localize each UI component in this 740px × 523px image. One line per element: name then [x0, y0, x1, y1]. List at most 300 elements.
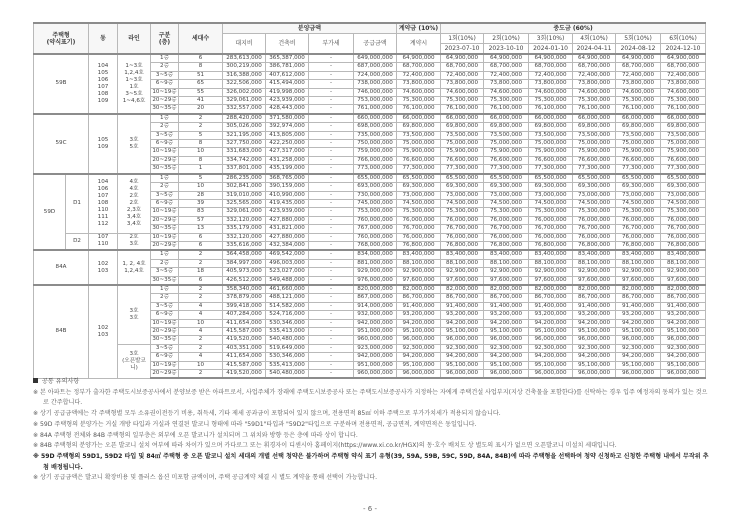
land-price-cell: 335,616,000 — [223, 241, 266, 250]
units-cell: 4 — [179, 302, 223, 310]
installment-cell: 96,000,000 — [573, 336, 616, 344]
building-price-cell: 427,317,000 — [266, 148, 309, 156]
table-row — [34, 233, 706, 241]
deposit-cell: 66,000,000 — [397, 114, 441, 123]
units-cell: 2 — [179, 285, 223, 294]
installment-cell: 69,300,000 — [484, 183, 529, 191]
building-price-cell: 461,660,000 — [266, 285, 309, 294]
installment-cell: 69,300,000 — [441, 183, 484, 191]
installment-cell: 76,100,000 — [661, 105, 706, 114]
installment-cell: 73,500,000 — [484, 131, 529, 139]
installment-cell: 69,800,000 — [573, 123, 616, 131]
installment-cell: 76,700,000 — [441, 225, 484, 233]
deposit-cell: 96,000,000 — [397, 370, 441, 379]
supply-price-cell: 745,000,000 — [354, 199, 397, 207]
building-price-cell: 413,805,000 — [266, 131, 309, 139]
deposit-cell: 82,000,000 — [397, 285, 441, 294]
installment-cell: 96,000,000 — [484, 336, 529, 344]
units-cell: 2 — [179, 250, 223, 259]
building-price-cell: 549,488,000 — [266, 276, 309, 285]
installment-cell: 72,400,000 — [529, 71, 573, 79]
supply-price-cell: 753,000,000 — [354, 208, 397, 216]
floor-cell: 2층 — [151, 183, 179, 191]
common-notes — [33, 377, 713, 484]
supply-price-cell: 730,000,000 — [354, 191, 397, 199]
note-item: ※ 상기 공급금액에는 각 주택형별 모두 소유권이전등기 비용, 취득세, 기타 제세 공과금이 포함되어 있지 않으며, 전용면적 85㎡ 이하 주택으로 부가가치세가 적용되지 않습니다. — [33, 410, 501, 418]
building-price-cell: 523,027,000 — [266, 268, 309, 276]
installment-cell: 74,500,000 — [616, 199, 661, 207]
installment-cell: 72,400,000 — [441, 71, 484, 79]
vat-cell: - — [309, 71, 354, 79]
installment-cell: 92,300,000 — [529, 344, 573, 352]
units-cell: 13 — [179, 225, 223, 233]
floor-cell: 30~35층 — [151, 105, 179, 114]
units-cell: 39 — [179, 199, 223, 207]
installment-cell: 72,400,000 — [661, 71, 706, 79]
installment-cell: 96,000,000 — [616, 370, 661, 379]
vat-cell: - — [309, 285, 354, 294]
header-deposit: 계약금 (10%) — [397, 23, 441, 34]
installment-cell: 94,200,000 — [529, 319, 573, 327]
installment-cell: 92,900,000 — [484, 268, 529, 276]
installment-cell: 65,500,000 — [484, 174, 529, 183]
building-price-cell: 423,939,000 — [266, 208, 309, 216]
installment-cell: 77,300,000 — [529, 165, 573, 174]
supply-price-cell: 942,000,000 — [354, 319, 397, 327]
installment-cell: 73,500,000 — [573, 131, 616, 139]
note-item: ※ 59D 주택형의 분양가는 거실 개방 타입과 거실과 연결된 발코니 형태에 따라 "59D1"타입과 "59D2"타입으로 구분하며 전용면적, 공급면적, 계약면적은 동일입니다. — [33, 420, 477, 428]
installment-cell: 66,000,000 — [616, 114, 661, 123]
installment-cell: 75,300,000 — [484, 208, 529, 216]
installment-cell: 73,800,000 — [529, 80, 573, 88]
deposit-cell: 77,300,000 — [397, 165, 441, 174]
vat-cell: - — [309, 105, 354, 114]
installment-cell: 69,300,000 — [573, 183, 616, 191]
installment-cell: 95,100,000 — [573, 361, 616, 369]
note-item: ※ 84B 주택형의 분양가는 오픈 발코니 설치 여부에 따라 차이가 있으며 카다로그 또는 휘경자이 디센시아 홈페이지(https://www.xi.co.kr/HGX)의 동·호수 배치도 상 별도의 표시가 없으면 오픈발코니 미설치 세대입니다. — [33, 442, 617, 450]
installment-cell: 75,900,000 — [616, 148, 661, 156]
deposit-cell: 83,400,000 — [397, 250, 441, 259]
installment-cell: 77,300,000 — [573, 165, 616, 174]
supply-price-cell: 923,000,000 — [354, 344, 397, 352]
installment-cell: 76,000,000 — [529, 216, 573, 224]
installment-cell: 75,300,000 — [484, 97, 529, 105]
land-price-cell: 411,654,000 — [223, 353, 266, 361]
vat-cell: - — [309, 370, 354, 379]
units-cell: 83 — [179, 208, 223, 216]
installment-cell: 96,000,000 — [529, 336, 573, 344]
installment-cell: 92,900,000 — [616, 268, 661, 276]
land-price-cell: 327,750,000 — [223, 140, 266, 148]
installment-cell: 95,100,000 — [484, 328, 529, 336]
installment-cell: 76,100,000 — [573, 105, 616, 114]
installment-cell: 64,900,000 — [529, 54, 573, 63]
supply-price-cell: 724,000,000 — [354, 71, 397, 79]
dong-cell: 104 106 107 108 110 111 112 — [89, 174, 118, 233]
units-cell: 10 — [179, 148, 223, 156]
header-line: 라인 — [118, 23, 151, 54]
header-row-1 — [34, 23, 706, 34]
floor-cell: 6~9층 — [151, 140, 179, 148]
installment-cell: 74,600,000 — [661, 88, 706, 96]
deposit-cell: 64,900,000 — [397, 54, 441, 63]
installment-cell: 82,000,000 — [616, 285, 661, 294]
units-cell: 2 — [179, 336, 223, 344]
supply-price-cell: 738,000,000 — [354, 80, 397, 88]
installment-cell: 66,000,000 — [441, 114, 484, 123]
installment-cell: 69,800,000 — [616, 123, 661, 131]
supply-price-cell: 976,000,000 — [354, 276, 397, 285]
installment-cell: 95,100,000 — [616, 361, 661, 369]
vat-cell: - — [309, 131, 354, 139]
vat-cell: - — [309, 199, 354, 207]
building-price-cell: 535,413,000 — [266, 328, 309, 336]
installment-cell: 91,400,000 — [661, 302, 706, 310]
installment-cell: 96,000,000 — [529, 370, 573, 379]
type-cell: 59B — [34, 54, 89, 114]
installment-cell: 88,100,000 — [529, 259, 573, 267]
installment-cell: 69,800,000 — [441, 123, 484, 131]
installment-cell: 92,900,000 — [661, 268, 706, 276]
vat-cell: - — [309, 123, 354, 131]
installment-cell: 76,000,000 — [484, 216, 529, 224]
table-row — [34, 114, 706, 123]
units-cell: 4 — [179, 353, 223, 361]
units-cell: 5 — [179, 131, 223, 139]
units-cell: 5 — [179, 174, 223, 183]
installment-cell: 83,400,000 — [441, 250, 484, 259]
building-price-cell: 386,781,000 — [266, 63, 309, 71]
floor-cell: 10~19층 — [152, 88, 177, 95]
units-cell: 2 — [179, 294, 223, 302]
installment-cell: 92,300,000 — [616, 344, 661, 352]
installment-cell: 75,000,000 — [441, 140, 484, 148]
installment-cell: 75,300,000 — [616, 97, 661, 105]
land-price-cell: 331,683,000 — [223, 148, 266, 156]
supply-price-cell: 960,000,000 — [354, 336, 397, 344]
table-row — [34, 344, 706, 352]
installment-cell: 88,100,000 — [616, 259, 661, 267]
installment-cell: 73,000,000 — [573, 191, 616, 199]
floor-cell: 10~19층 — [152, 148, 177, 155]
dong-cell: 107 110 — [89, 233, 118, 250]
note-item: ※ 59D 주택형의 59D1, 59D2 타입 및 84㎡ 주택형 중 오픈 발코니 설치 세대의 개별 선택 청약은 불가하며 주택형 약식 표기 유형(39, 59A, 59B, 59C, 59D, 84A, 84B)에 따라 주택형을 선택하여 청약 신청하고 신청한 주택형 내에서 무작위 추첨 배정됩니다. — [33, 452, 709, 471]
deposit-cell: 94,200,000 — [397, 353, 441, 361]
vat-cell: - — [309, 353, 354, 361]
land-price-cell: 415,587,000 — [223, 361, 266, 369]
table-row — [34, 250, 706, 259]
installment-cell: 94,200,000 — [529, 353, 573, 361]
supply-price-cell: 942,000,000 — [354, 353, 397, 361]
installment-cell: 73,000,000 — [484, 191, 529, 199]
deposit-cell: 75,000,000 — [397, 140, 441, 148]
floor-cell: 30~35층 — [151, 276, 179, 285]
deposit-cell: 76,600,000 — [397, 156, 441, 164]
header-installment-date-2: 2023-10-10 — [484, 44, 529, 55]
header-installment-5: 5회(10%) — [616, 34, 661, 44]
deposit-cell: 72,400,000 — [397, 71, 441, 79]
installment-cell: 75,300,000 — [661, 208, 706, 216]
installment-cell: 68,700,000 — [441, 63, 484, 71]
units-cell: 2 — [179, 370, 223, 379]
installment-cell: 65,500,000 — [573, 174, 616, 183]
installment-cell: 94,200,000 — [661, 353, 706, 361]
installment-cell: 94,200,000 — [484, 353, 529, 361]
vat-cell: - — [309, 328, 354, 336]
vat-cell: - — [309, 88, 354, 96]
land-price-cell: 419,520,000 — [223, 336, 266, 344]
installment-cell: 91,400,000 — [616, 302, 661, 310]
dong-cell: 102 103 — [89, 250, 118, 285]
installment-cell: 76,800,000 — [573, 241, 616, 250]
installment-cell: 64,900,000 — [484, 54, 529, 63]
floor-cell: 20~29층 — [152, 156, 177, 163]
line-cell: 1~3호 1,2,4호 1~3호 1호 3~5호 1~4,6호 — [118, 54, 151, 114]
note-item: ※ 84A 주택형 전체와 84B 주택형의 일부층은 외부에 오픈 발코니가 설치되며 그 위치와 방향 등은 층에 따라 상이 합니다. — [33, 431, 358, 439]
installment-cell: 94,200,000 — [573, 319, 616, 327]
land-price-cell: 358,340,000 — [223, 285, 266, 294]
supply-price-cell: 759,000,000 — [354, 148, 397, 156]
land-price-cell: 319,010,000 — [223, 191, 266, 199]
installment-cell: 95,100,000 — [616, 328, 661, 336]
table-row — [34, 54, 706, 63]
installment-cell: 74,500,000 — [484, 199, 529, 207]
installment-cell: 97,600,000 — [661, 276, 706, 285]
installment-cell: 76,600,000 — [661, 156, 706, 164]
supply-price-cell: 750,000,000 — [354, 140, 397, 148]
header-installment-date-3: 2024-01-10 — [529, 44, 573, 55]
deposit-cell: 74,500,000 — [397, 199, 441, 207]
units-cell: 55 — [179, 88, 223, 96]
installment-cell: 92,300,000 — [661, 344, 706, 352]
supply-price-cell: 932,000,000 — [354, 311, 397, 319]
vat-cell: - — [309, 311, 354, 319]
building-price-cell: 496,003,000 — [266, 259, 309, 267]
land-price-cell: 322,506,000 — [223, 80, 266, 88]
installment-cell: 82,000,000 — [529, 285, 573, 294]
vat-cell: - — [309, 336, 354, 344]
floor-cell: 10~19층 — [152, 233, 177, 240]
vat-cell: - — [309, 216, 354, 224]
installment-cell: 82,000,000 — [441, 285, 484, 294]
vat-cell: - — [309, 344, 354, 352]
land-price-cell: 321,195,000 — [223, 131, 266, 139]
vat-cell: - — [309, 250, 354, 259]
units-cell: 2 — [179, 123, 223, 131]
type-cell: 84B — [34, 285, 89, 378]
floor-cell: 3~5층 — [151, 268, 179, 276]
building-price-cell: 540,480,000 — [266, 370, 309, 379]
line-cell: 3호 (오픈발코 니) — [118, 344, 151, 378]
installment-cell: 76,000,000 — [441, 233, 484, 241]
installment-cell: 82,000,000 — [573, 285, 616, 294]
land-price-cell: 419,520,000 — [223, 370, 266, 379]
deposit-cell: 88,100,000 — [397, 259, 441, 267]
installment-cell: 77,300,000 — [484, 165, 529, 174]
installment-cell: 69,800,000 — [484, 123, 529, 131]
installment-cell: 83,400,000 — [661, 250, 706, 259]
vat-cell: - — [309, 183, 354, 191]
floor-cell: 10~19층 — [152, 361, 177, 368]
land-price-cell: 426,512,000 — [223, 276, 266, 285]
square-bullet-icon — [33, 378, 38, 383]
installment-cell: 66,000,000 — [484, 114, 529, 123]
installment-cell: 83,400,000 — [573, 250, 616, 259]
installment-cell: 74,600,000 — [529, 88, 573, 96]
installment-cell: 65,500,000 — [661, 174, 706, 183]
vat-cell: - — [309, 54, 354, 63]
supply-price-cell: 693,000,000 — [354, 183, 397, 191]
installment-cell: 96,000,000 — [484, 370, 529, 379]
note-item: ※ 본 아파트는 정부가 출자한 주택도시보증공사에서 분양보증 받은 아파트로서, 사업주체가 장래에 주택도시보증공사 또는 주택도시보증공사가 지정하는 자에게 주택건설 사업부지(지상 건축물을 포함한다)를 신탁하는 경우 입주 예정자의 동의가 있는 것으로 간주합니다. — [33, 388, 708, 407]
building-price-cell: 469,542,000 — [266, 250, 309, 259]
deposit-cell: 75,300,000 — [397, 208, 441, 216]
vat-cell: - — [309, 156, 354, 164]
type-cell: 84A — [34, 250, 89, 285]
building-price-cell: 431,821,000 — [266, 225, 309, 233]
land-price-cell: 407,284,000 — [223, 311, 266, 319]
land-price-cell: 384,997,000 — [223, 259, 266, 267]
building-price-cell: 415,494,000 — [266, 80, 309, 88]
vat-cell: - — [309, 294, 354, 302]
installment-cell: 75,300,000 — [529, 208, 573, 216]
installment-cell: 96,000,000 — [441, 370, 484, 379]
installment-cell: 76,700,000 — [529, 225, 573, 233]
vat-cell: - — [309, 80, 354, 88]
deposit-cell: 73,800,000 — [397, 80, 441, 88]
vat-cell: - — [309, 114, 354, 123]
land-price-cell: 316,388,000 — [223, 71, 266, 79]
installment-cell: 76,600,000 — [616, 156, 661, 164]
supply-price-cell: 914,000,000 — [354, 302, 397, 310]
installment-cell: 69,300,000 — [616, 183, 661, 191]
installment-cell: 96,000,000 — [661, 336, 706, 344]
building-price-cell: 407,612,000 — [266, 71, 309, 79]
installment-cell: 74,500,000 — [573, 199, 616, 207]
deposit-cell: 76,700,000 — [397, 225, 441, 233]
header-installment-date-5: 2024-08-12 — [616, 44, 661, 55]
installment-cell: 76,700,000 — [616, 225, 661, 233]
installment-cell: 72,400,000 — [484, 71, 529, 79]
installment-cell: 93,200,000 — [484, 311, 529, 319]
installment-cell: 82,000,000 — [661, 285, 706, 294]
installment-cell: 76,100,000 — [529, 105, 573, 114]
installment-cell: 97,600,000 — [529, 276, 573, 285]
building-price-cell: 435,199,000 — [266, 165, 309, 174]
supply-price-table — [33, 22, 706, 379]
installment-cell: 65,500,000 — [441, 174, 484, 183]
units-cell: 6 — [179, 276, 223, 285]
installment-cell: 97,600,000 — [616, 276, 661, 285]
dong-cell: 105 109 — [89, 114, 118, 174]
installment-cell: 88,100,000 — [573, 259, 616, 267]
installment-cell: 88,100,000 — [661, 259, 706, 267]
building-price-cell: 427,880,000 — [266, 216, 309, 224]
installment-cell: 91,400,000 — [484, 302, 529, 310]
installment-cell: 86,700,000 — [484, 294, 529, 302]
installment-cell: 76,100,000 — [616, 105, 661, 114]
header-land: 대지비 — [223, 34, 266, 55]
line-cell: 1, 2, 4호 1,2,4호 — [118, 250, 151, 285]
installment-cell: 95,100,000 — [661, 328, 706, 336]
supply-price-cell: 735,000,000 — [354, 131, 397, 139]
header-installment-date-6: 2024-12-10 — [661, 44, 706, 55]
installment-cell: 75,900,000 — [573, 148, 616, 156]
deposit-cell: 65,500,000 — [397, 174, 441, 183]
land-price-cell: 332,120,000 — [223, 216, 266, 224]
vat-cell: - — [309, 165, 354, 174]
installment-cell: 93,200,000 — [616, 311, 661, 319]
subtype-cell: D2 — [66, 233, 89, 250]
units-cell: 2 — [179, 344, 223, 352]
installment-cell: 76,100,000 — [484, 105, 529, 114]
header-units: 세대수 — [179, 23, 223, 54]
vat-cell: - — [309, 174, 354, 183]
installment-cell: 96,000,000 — [661, 370, 706, 379]
installment-cell: 75,900,000 — [661, 148, 706, 156]
deposit-cell: 94,200,000 — [397, 319, 441, 327]
installment-cell: 95,100,000 — [484, 361, 529, 369]
units-cell: 10 — [179, 319, 223, 327]
installment-cell: 95,100,000 — [573, 328, 616, 336]
units-cell: 41 — [179, 97, 223, 105]
deposit-cell: 74,600,000 — [397, 88, 441, 96]
installment-cell: 68,700,000 — [661, 63, 706, 71]
floor-cell: 30~35층 — [152, 225, 177, 232]
vat-cell: - — [309, 233, 354, 241]
supply-price-cell: 867,000,000 — [354, 294, 397, 302]
units-cell: 20 — [179, 105, 223, 114]
dong-cell: 102 103 — [89, 285, 118, 378]
installment-cell: 92,900,000 — [529, 268, 573, 276]
installment-cell: 94,200,000 — [616, 319, 661, 327]
floor-cell: 6~9층 — [151, 353, 179, 361]
floor-cell: 20~29층 — [151, 241, 179, 250]
deposit-cell: 68,700,000 — [397, 63, 441, 71]
supply-price-cell: 767,000,000 — [354, 225, 397, 233]
installment-cell: 76,700,000 — [661, 225, 706, 233]
supply-price-cell: 698,000,000 — [354, 123, 397, 131]
floor-cell: 2층 — [151, 294, 179, 302]
land-price-cell: 329,061,000 — [223, 97, 266, 105]
installment-cell: 95,100,000 — [441, 361, 484, 369]
installment-cell: 75,900,000 — [484, 148, 529, 156]
installment-cell: 76,800,000 — [529, 241, 573, 250]
installment-cell: 65,500,000 — [529, 174, 573, 183]
installment-cell: 76,000,000 — [441, 216, 484, 224]
floor-cell: 1층 — [151, 285, 179, 294]
installment-cell: 75,000,000 — [484, 140, 529, 148]
installment-cell: 86,700,000 — [573, 294, 616, 302]
installment-cell: 88,100,000 — [441, 259, 484, 267]
deposit-cell: 75,300,000 — [397, 97, 441, 105]
vat-cell: - — [309, 276, 354, 285]
building-price-cell: 427,880,000 — [266, 233, 309, 241]
installment-cell: 73,500,000 — [661, 131, 706, 139]
installment-cell: 68,700,000 — [484, 63, 529, 71]
installment-cell: 97,600,000 — [441, 276, 484, 285]
floor-cell: 1층 — [151, 250, 179, 259]
land-price-cell: 286,235,000 — [223, 174, 266, 183]
installment-cell: 76,800,000 — [484, 241, 529, 250]
installment-cell: 74,500,000 — [441, 199, 484, 207]
units-cell: 10 — [179, 361, 223, 369]
header-deposit-when: 계약시 — [397, 34, 441, 55]
deposit-cell: 93,200,000 — [397, 311, 441, 319]
deposit-cell: 96,000,000 — [397, 336, 441, 344]
installment-cell: 91,400,000 — [529, 302, 573, 310]
line-cell: 2호 3호 — [118, 233, 151, 250]
